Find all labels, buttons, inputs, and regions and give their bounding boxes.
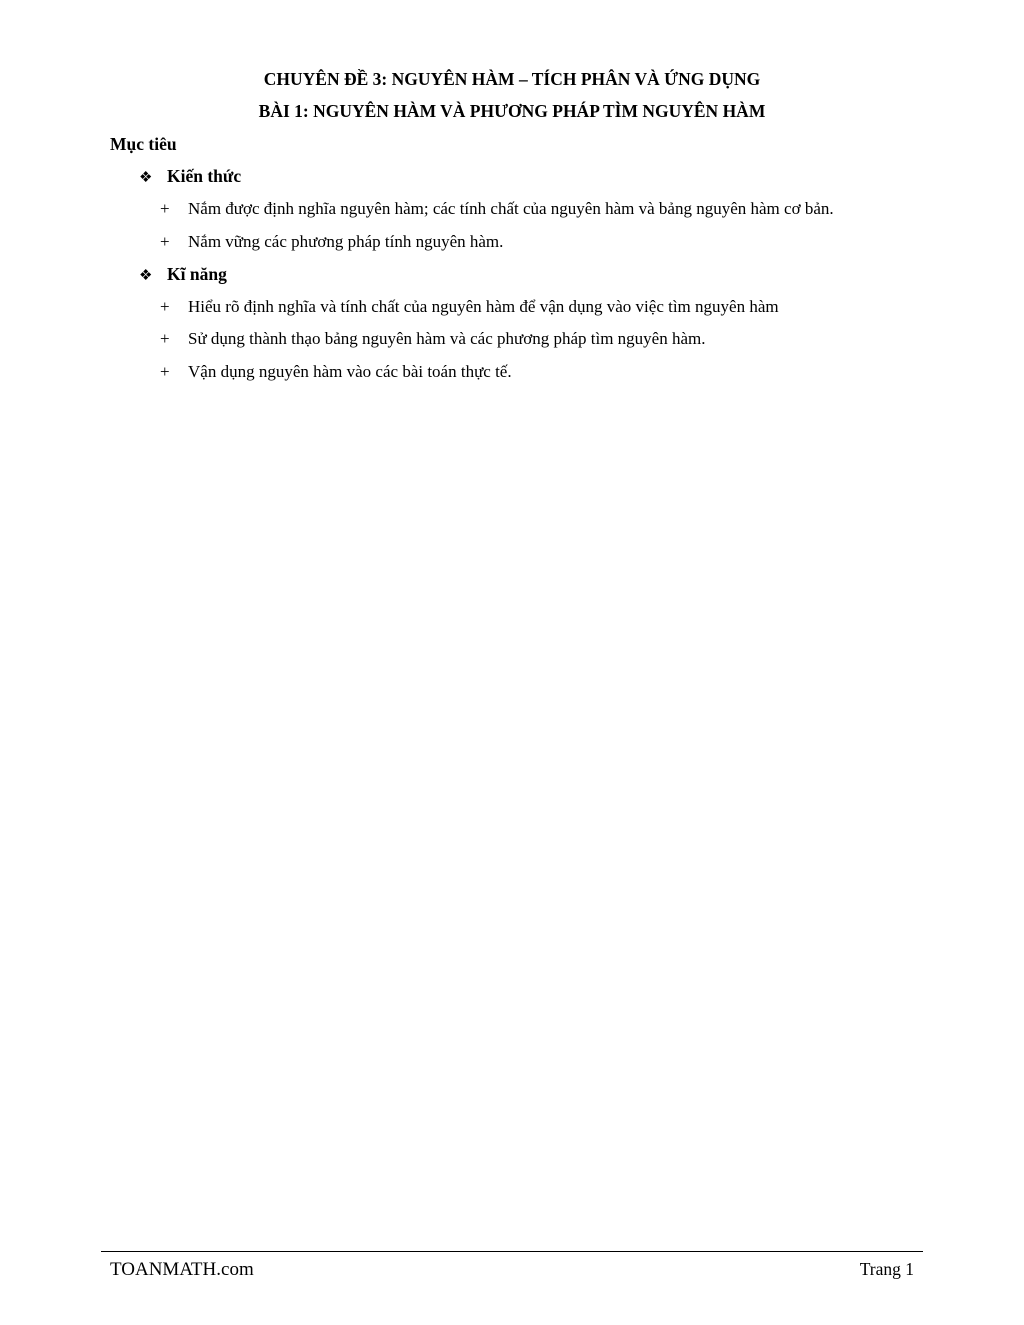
section-title: Kiến thức — [167, 166, 242, 186]
section-title: Kĩ năng — [167, 264, 227, 284]
footer-site-name: TOANMATH.com — [110, 1259, 254, 1280]
list-item — [160, 230, 503, 254]
section-skills — [139, 262, 227, 288]
list-item — [160, 295, 779, 319]
list-item — [160, 197, 834, 221]
plus-marker: + — [160, 329, 170, 348]
list-item-text: Vận dụng nguyên hàm vào các bài toán thực tế. — [188, 362, 512, 381]
footer-divider — [101, 1251, 923, 1252]
plus-marker: + — [160, 297, 170, 316]
plus-marker: + — [160, 232, 170, 251]
list-item — [160, 360, 512, 384]
list-item-text: Nắm vững các phương pháp tính nguyên hàm. — [188, 232, 504, 251]
list-item — [160, 327, 705, 351]
plus-marker: + — [160, 362, 170, 381]
plus-marker: + — [160, 199, 170, 218]
list-item-text: Sử dụng thành thạo bảng nguyên hàm và các phương pháp tìm nguyên hàm. — [188, 329, 706, 348]
objectives-heading: Mục tiêu — [110, 134, 177, 154]
chapter-title: CHUYÊN ĐỀ 3: NGUYÊN HÀM – TÍCH PHÂN VÀ ỨNG DỤNG — [263, 69, 761, 89]
page-number: Trang 1 — [859, 1259, 914, 1279]
diamond-bullet-icon: ❖ — [139, 268, 153, 284]
section-knowledge — [139, 164, 241, 190]
list-item-text: Nắm được định nghĩa nguyên hàm; các tính chất của nguyên hàm và bảng nguyên hàm cơ bản. — [188, 199, 834, 218]
lesson-title: BÀI 1: NGUYÊN HÀM VÀ PHƯƠNG PHÁP TÌM NGUYÊN HÀM — [258, 101, 766, 121]
list-item-text: Hiểu rõ định nghĩa và tính chất của nguyên hàm để vận dụng vào việc tìm nguyên hàm — [188, 297, 779, 316]
diamond-bullet-icon: ❖ — [139, 170, 153, 186]
